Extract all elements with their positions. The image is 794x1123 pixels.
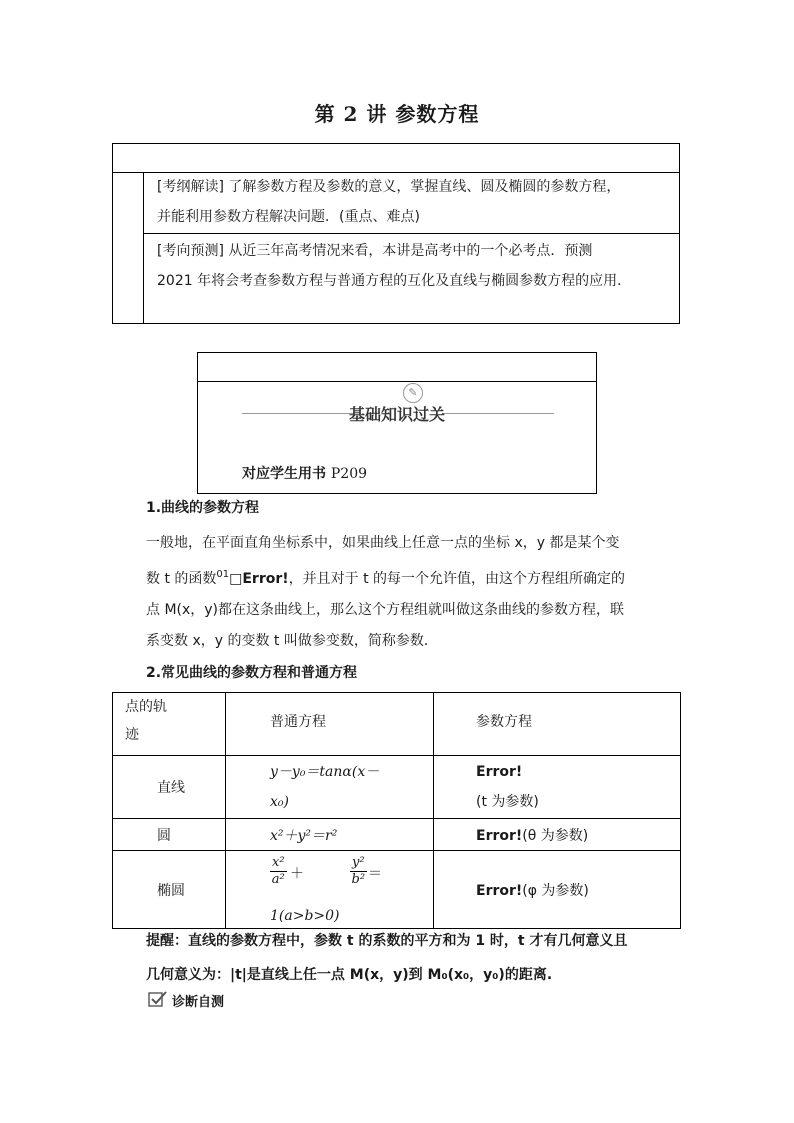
divider xyxy=(198,381,596,382)
section-1 xyxy=(146,493,684,657)
table-cell: 参数方程 xyxy=(434,693,681,756)
outline-line: 并能利用参数方程解决问题．(重点、难点) xyxy=(157,209,420,225)
section-banner-box xyxy=(197,352,597,494)
table-row xyxy=(113,756,681,819)
pencil-icon: ✎ xyxy=(403,383,423,403)
table-cell: 直线 xyxy=(113,756,226,819)
table-cell: 点的轨 迹 xyxy=(113,693,226,756)
table-cell: Error!(θ 为参数) xyxy=(434,819,681,851)
divider xyxy=(143,172,144,323)
table-cell: Error!(φ 为参数) xyxy=(434,851,681,929)
checkmark-icon xyxy=(148,990,168,1012)
outline-paragraph xyxy=(157,172,675,232)
note-line: 几何意义为：|t|是直线上任一点 M(x，y)到 M₀(x₀，y₀)的距离. xyxy=(146,967,553,983)
paragraph-line: 一般地，在平面直角坐标系中，如果曲线上任意一点的坐标 x，y 都是某个变 xyxy=(146,535,620,551)
paragraph-line: 数 t 的函数$^{01}$□Error!，并且对于 t 的每一个允许值，由这个方程组所确定的 xyxy=(146,569,626,587)
page-title: 第 2 讲 参数方程 xyxy=(314,102,480,126)
paragraph-line: 点 M(x，y)都在这条曲线上，那么这个方程组就叫做这条曲线的参数方程，联 xyxy=(146,602,625,618)
exam-outline-box xyxy=(112,143,680,324)
table-header-row xyxy=(113,693,681,756)
forecast-paragraph xyxy=(157,236,675,296)
table-row xyxy=(113,851,681,929)
table-row xyxy=(113,819,681,851)
fraction: $\frac{\text{y²}}{\text{b²}}$ xyxy=(351,854,366,887)
outline-line: [考纲解读] 了解参数方程及参数的意义，掌握直线、圆及椭圆的参数方程， xyxy=(157,179,621,195)
forecast-line: 2021 年将会考查参数方程与普通方程的互化及直线与椭圆参数方程的应用． xyxy=(157,273,632,289)
reminder-note xyxy=(146,924,686,992)
curve-equations-table xyxy=(112,692,681,929)
table-cell: $\frac{\text{x²}}{\text{a²}}$ ＋ $\frac{\text{y²}}{\text{b²}}$ ＝ 1(a>b>0) xyxy=(226,851,434,929)
diagnostic-test-label: 诊断自测 xyxy=(172,995,225,1010)
fraction: $\frac{\text{x²}}{\text{a²}}$ xyxy=(271,854,285,887)
table-cell: 圆 xyxy=(113,819,226,851)
section-heading: 1.曲线的参数方程 xyxy=(146,500,260,516)
note-line: 提醒：直线的参数方程中，参数 t 的系数的平方和为 1 时，t 才有几何意义且 xyxy=(146,933,628,949)
table-cell: y－y₀＝tanα(x－ x₀) xyxy=(226,756,434,819)
book-reference: 对应学生用书 P209 xyxy=(242,466,368,482)
paragraph-line: 系变数 x，y 的变数 t 叫做参变数，简称参数． xyxy=(146,633,438,649)
section-heading: 2.常见曲线的参数方程和普通方程 xyxy=(146,665,358,681)
table-cell: 普通方程 xyxy=(226,693,434,756)
banner-heading: 基础知识过关 xyxy=(348,405,445,424)
table-cell: Error! (t 为参数) xyxy=(434,756,681,819)
table-cell: x²＋y²＝r² xyxy=(226,819,434,851)
forecast-line: [考向预测] 从近三年高考情况来看，本讲是高考中的一个必考点．预测 xyxy=(157,243,593,259)
table-cell: 椭圆 xyxy=(113,851,226,929)
divider xyxy=(143,233,679,234)
